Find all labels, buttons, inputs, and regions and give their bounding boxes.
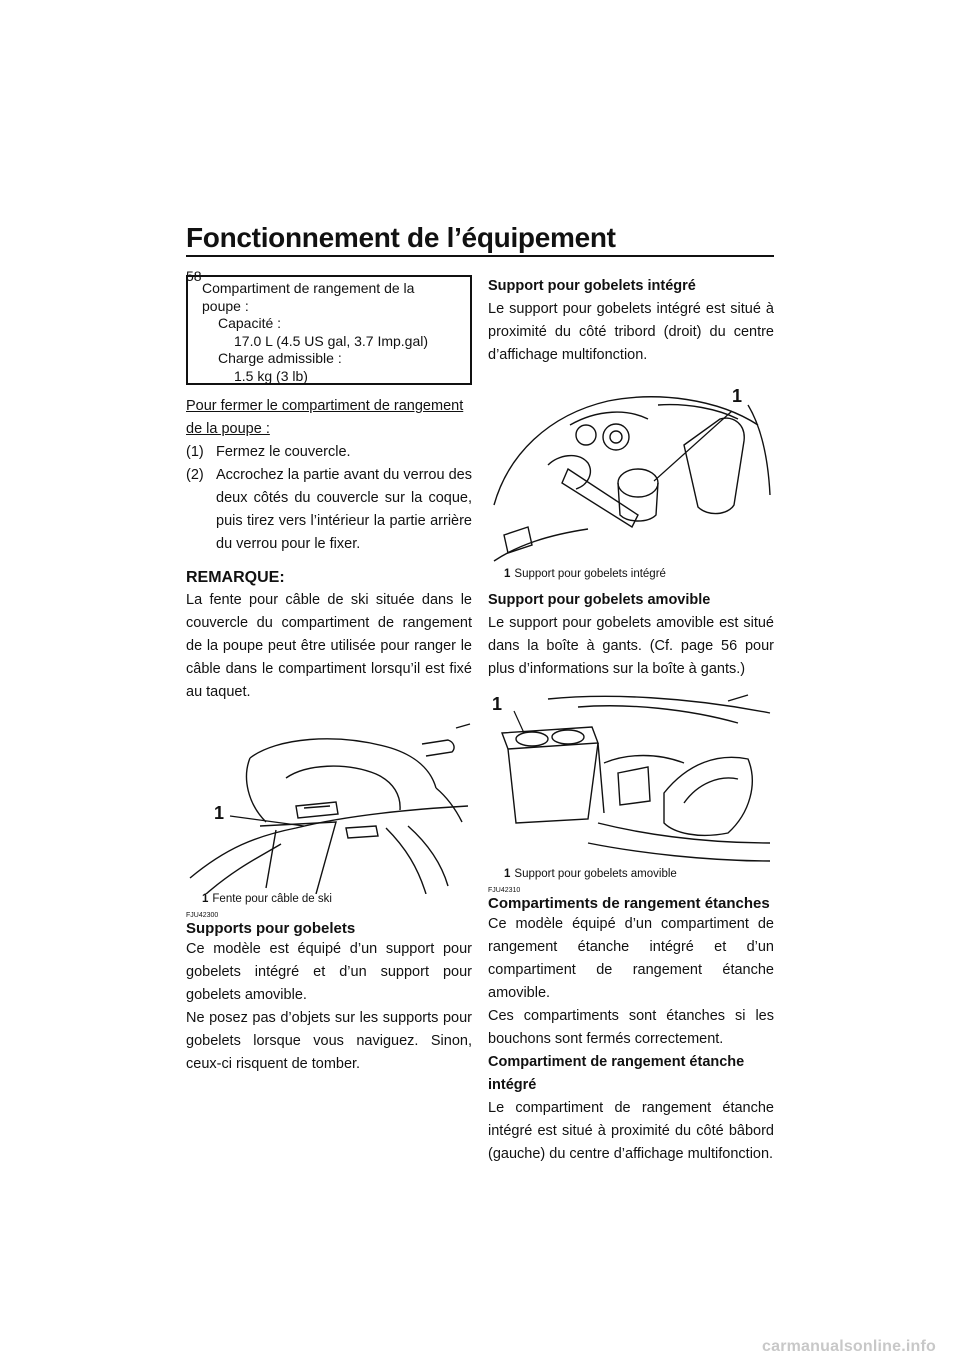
page-title: Fonctionnement de l’équipement [186,222,616,253]
caption-number: 1 [504,568,511,580]
step-number: (1) [186,444,204,460]
remark-title: REMARQUE: [186,569,285,586]
paragraph: Le support pour gobelets intégré est situé à proximité du côté tribord (droit) du centre d’affichage multifonction. [488,301,774,363]
paragraph: Ce modèle est équipé d’un support pour gobelets intégré et d’un support pour gobelets amovible. [186,941,472,1003]
paragraph: Ce modèle équipé d’un compartiment de rangement étanche intégré et d’un compartiment de rangement étanche amovible. [488,916,774,1001]
figure-caption [186,892,332,906]
caption-text: Support pour gobelets amovible [514,868,677,880]
step-text: Accrochez la partie avant du verrou des deux côtés du couvercle sur la coque, puis tirez vers l’intérieur la partie arrière du verrou pour le fixer. [216,467,472,552]
section-title: Supports pour gobelets [186,920,356,937]
subsection-title: Compartiment de rangement étanche intégré [488,1054,745,1093]
caption-text: Support pour gobelets intégré [514,568,666,580]
subsection-title: Support pour gobelets intégré [488,278,696,294]
caption-text: Fente pour câble de ski [212,893,332,905]
section-code: FJU42310 [488,887,521,894]
paragraph: Ne posez pas d’objets sur les supports pour gobelets lorsque vous naviguez. Sinon, ceux-ci risquent de tomber. [186,1010,472,1072]
figure-integrated-cup-holder [488,385,774,580]
remark-text: La fente pour câble de ski située dans le couvercle du compartiment de rangement de la poupe peut être utilisée pour ranger le câble dans le compartiment lorsqu’il est fixé au taquet. [186,592,472,700]
page-number: 58 [186,268,202,284]
spec-line: Compartiment de rangement de la [202,280,415,296]
ski-cable-slot-illustration [186,718,472,894]
section-code: FJU42300 [186,912,219,919]
step-item [186,464,472,556]
paragraph: Ces compartiments sont étanches si les bouchons sont fermés correctement. [488,1008,774,1047]
section-title: Compartiments de rangement étanches [488,895,770,912]
spec-line: poupe : [202,297,249,314]
step-item [186,441,472,464]
spec-box [186,275,472,385]
figure-caption [488,867,677,881]
figure-callout: 1 [492,694,503,714]
left-column [186,275,472,1076]
removable-cup-holder-illustration [488,693,774,869]
spec-line: 1.5 kg (3 lb) [234,367,308,384]
footer-watermark: carmanualsonline.info [762,1338,937,1355]
step-text: Fermez le couvercle. [216,444,351,460]
figure-caption [488,567,666,581]
figure-callout: 1 [214,803,225,823]
header-rule [186,255,774,257]
step-number: (2) [186,467,204,483]
paragraph: Le support pour gobelets amovible est situé dans la boîte à gants. (Cf. page 56 pour plus d’informations sur la boîte à gants.) [488,615,774,677]
figure-removable-cup-holder [488,693,774,880]
caption-number: 1 [202,893,209,905]
figure-ski-cable-slot [186,718,472,905]
right-column [488,275,774,1166]
close-instructions-title: Pour fermer le compartiment de rangement de la poupe : [186,398,464,437]
spec-line: Capacité : [218,315,282,331]
figure-callout: 1 [732,386,743,406]
caption-number: 1 [504,868,511,880]
spec-line: 17.0 L (4.5 US gal, 3.7 Imp.gal) [234,332,429,349]
paragraph: Le compartiment de rangement étanche intégré est situé à proximité du côté bâbord (gauche) du centre d’affichage multifonction. [488,1100,774,1162]
spec-line: Charge admissible : [218,350,342,366]
subsection-title: Support pour gobelets amovible [488,592,711,608]
integrated-cup-holder-illustration [488,385,774,565]
